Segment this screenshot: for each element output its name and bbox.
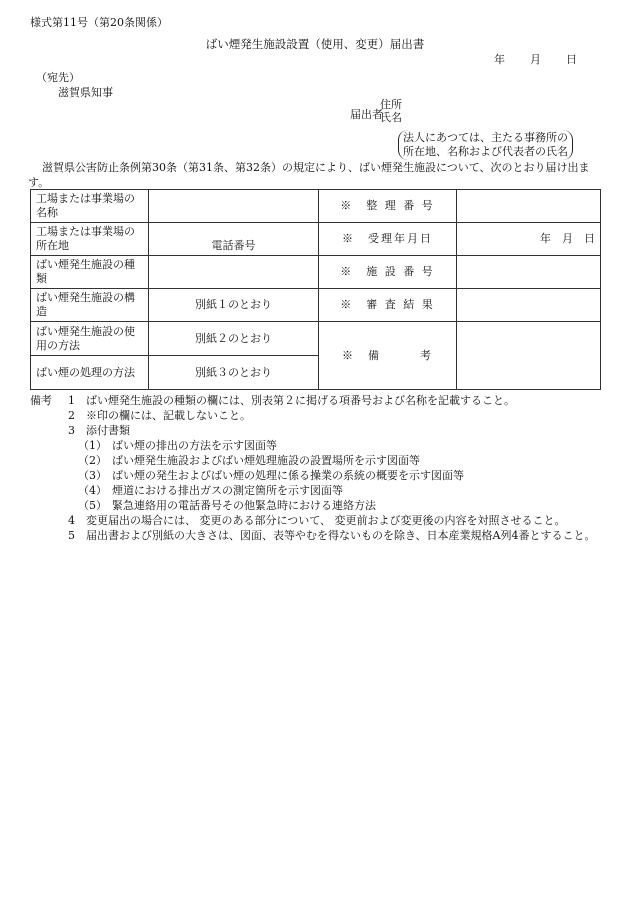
- date-year: 年: [494, 53, 505, 66]
- office-reg-no-label: ※ 整 理 番 号: [319, 190, 457, 223]
- factory-location-label: 工場または事業場の所在地: [31, 223, 149, 256]
- corporate-bracket-note: [398, 130, 573, 160]
- treatment-method-label: ばい煙の処理の方法: [31, 356, 149, 390]
- office-facility-no-label: ※ 施 設 番 号: [319, 256, 457, 289]
- factory-name-label: 工場または事業場の名称: [31, 190, 149, 223]
- application-table: [30, 189, 601, 390]
- treatment-method-value: 別紙３のとおり: [149, 356, 319, 390]
- attachment-3-num: （3）: [78, 469, 107, 482]
- attachment-3-text: ばい煙の発生およびばい煙の処理に係る操業の系統の概要を示す図面等: [112, 469, 464, 482]
- form-number: 様式第11号（第20条関係）: [30, 16, 168, 29]
- facility-type-label: ばい煙発生施設の種類: [31, 256, 149, 289]
- factory-name-field[interactable]: [149, 190, 319, 223]
- attachment-4-text: 煙道における排出ガスの測定箇所を示す図面等: [112, 484, 343, 497]
- attachment-2: [30, 453, 600, 468]
- bracket-line-1: 法人にあつては、主たる事務所の: [403, 131, 568, 144]
- attachment-3: [30, 468, 600, 483]
- notes-heading: 備考: [30, 394, 52, 407]
- table-row: [31, 256, 601, 289]
- attachment-1-num: （1）: [78, 439, 107, 452]
- attachment-2-text: ばい煙発生施設およびばい煙処理施設の設置場所を示す図面等: [112, 454, 420, 467]
- attachment-5-text: 緊急連絡用の電話番号その他緊急時における連絡方法: [112, 499, 376, 512]
- office-received-date: 年 月 日: [457, 223, 601, 256]
- office-remarks-field: [457, 322, 601, 390]
- office-facility-no-field: [457, 256, 601, 289]
- factory-location-field[interactable]: [149, 223, 319, 256]
- intro-text: 滋賀県公害防止条例第30条（第31条、第32条）の規定により、ばい煙発生施設について、次のとおり届け出ます。: [28, 161, 590, 189]
- notes-section: [30, 393, 600, 543]
- attachment-1: [30, 438, 600, 453]
- facility-structure-label: ばい煙発生施設の構造: [31, 289, 149, 322]
- bracket-line-2: 所在地、名称および代表者の氏名: [403, 145, 568, 158]
- attachment-5: [30, 498, 600, 513]
- office-received-label: ※ 受理年月日: [319, 223, 457, 256]
- table-row: [31, 322, 601, 356]
- note-1-text: 1 ばい煙発生施設の種類の欄には、別表第２に掲げる項番号および名称を記載すること。: [68, 394, 515, 407]
- office-remarks-label: ※ 備 考: [319, 322, 457, 390]
- attachment-2-num: （2）: [78, 454, 107, 467]
- usage-method-value: 別紙２のとおり: [149, 322, 319, 356]
- office-result-field: [457, 289, 601, 322]
- table-row: [31, 190, 601, 223]
- applicant-name-label: 氏名: [380, 111, 402, 124]
- phone-label: 電話番号: [211, 239, 256, 252]
- facility-structure-value: 別紙１のとおり: [149, 289, 319, 322]
- office-reg-no-field: [457, 190, 601, 223]
- attachment-5-num: （5）: [78, 499, 107, 512]
- applicant-label: 届出者: [350, 108, 383, 121]
- form-title: ばい煙発生施設設置（使用、変更）届出書: [205, 37, 425, 51]
- office-result-label: ※ 審 査 結 果: [319, 289, 457, 322]
- usage-method-label: ばい煙発生施設の使用の方法: [31, 322, 149, 356]
- date-day: 日: [566, 53, 577, 66]
- attachment-4: [30, 483, 600, 498]
- attachment-4-num: （4）: [78, 484, 107, 497]
- applicant-address-label: 住所: [380, 98, 402, 111]
- note-2-text: 2 ※印の欄には、記載しないこと。: [68, 409, 251, 422]
- addressee: 滋賀県知事: [58, 86, 113, 99]
- date-month: 月: [530, 53, 541, 66]
- table-row: [31, 289, 601, 322]
- note-5-text: 5 届出書および別紙の大きさは、図面、表等やむを得ないものを除き、日本産業規格A列4番とすること。: [68, 529, 596, 542]
- addressee-label: （宛先）: [36, 71, 80, 84]
- note-3-text: 3 添付書類: [68, 424, 130, 437]
- note-4-text: 4 変更届出の場合には、 変更のある部分について、 変更前および変更後の内容を対照させること。: [68, 514, 566, 527]
- note-1: [30, 393, 600, 408]
- attachment-1-text: ばい煙の排出の方法を示す図面等: [112, 439, 277, 452]
- facility-type-field[interactable]: [149, 256, 319, 289]
- table-row: [31, 223, 601, 256]
